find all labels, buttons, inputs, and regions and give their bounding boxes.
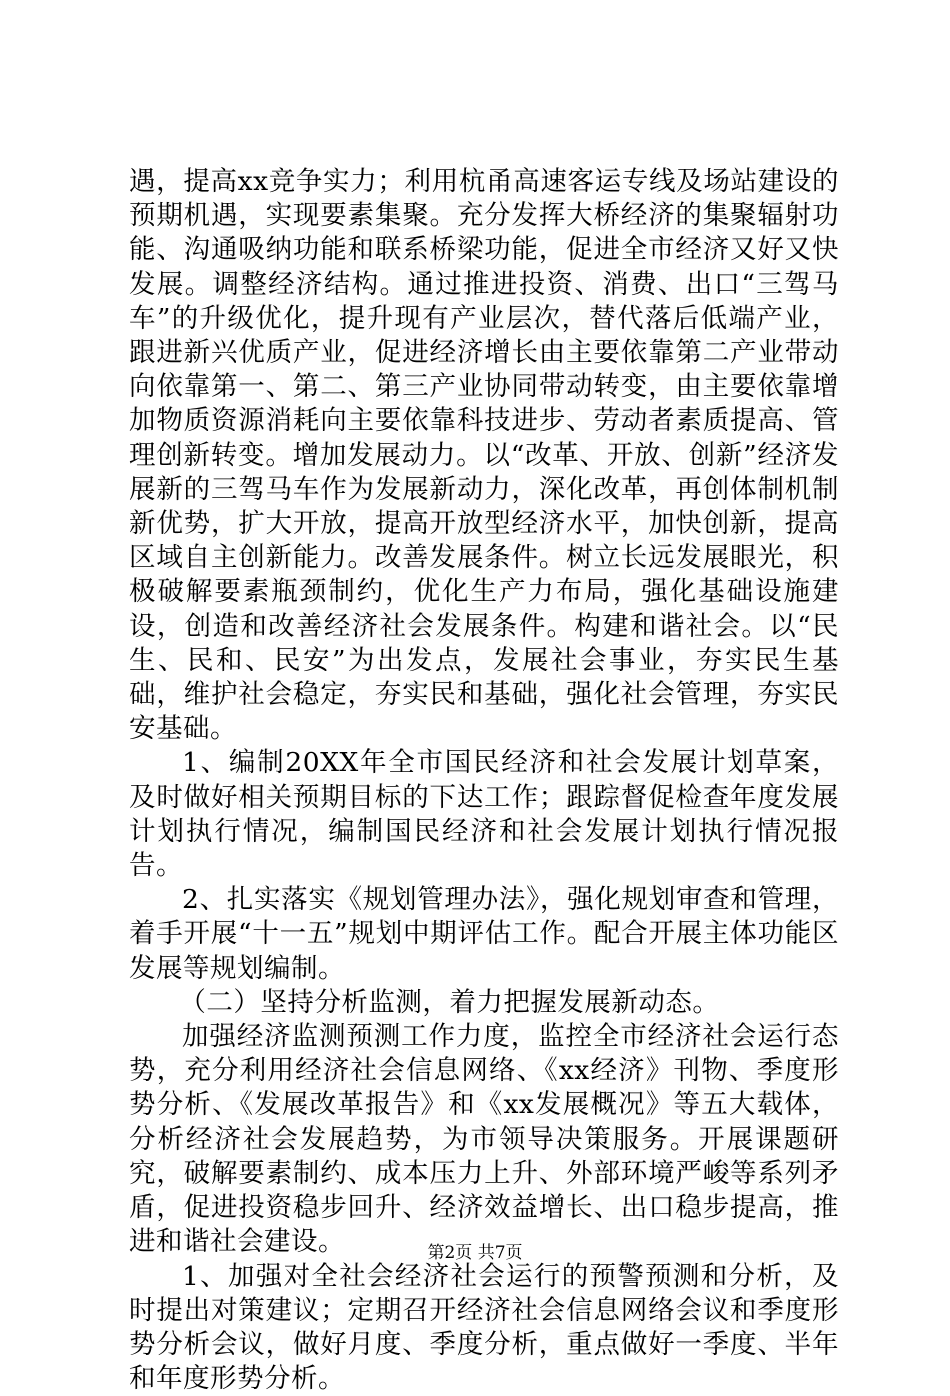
paragraph-item-1: 1、编制20XX年全市国民经济和社会发展计划草案，及时做好相关预期目标的下达工作；跟踪督促检查年度发展计划执行情况，编制国民经济和社会发展计划执行情况报告。 [129, 746, 839, 883]
paragraph-continued: 遇，提高xx竞争实力；利用杭甬高速客运专线及场站建设的预期机遇，实现要素集聚。充分发挥大桥经济的集聚辐射功能、沟通吸纳功能和联系桥梁功能，促进全市经济又好又快发展。调整经济结构。通过推进投资、消费、出口“三驾马车”的升级优化，提升现有产业层次，替代落后低端产业，跟进新兴优质产业，促进经济增长由主要依靠第二产业带动向依靠第一、第二、第三产业协同带动转变，由主要依靠增加物质资源消耗向主要依靠科技进步、劳动者素质提高、管理创新转变。增加发展动力。以“改革、开放、创新”经济发展新的三驾马车作为发展新动力，深化改革，再创体制机制新优势，扩大开放，提高开放型经济水平，加快创新，提高区域自主创新能力。改善发展条件。树立长远发展眼光，积极破解要素瓶颈制约，优化生产力布局，强化基础设施建设，创造和改善经济社会发展条件。构建和谐社会。以“民生、民和、民安”为出发点，发展社会事业，夯实民生基础，维护社会稳定，夯实民和基础，强化社会管理，夯实民安基础。 [129, 165, 839, 746]
section-heading: （二）坚持分析监测，着力把握发展新动态。 [129, 986, 839, 1020]
page-number-footer: 第2页 共7页 [0, 1243, 950, 1263]
paragraph-section-body: 加强经济监测预测工作力度，监控全市经济社会运行态势，充分利用经济社会信息网络、《xx经济》刊物、季度形势分析、《发展改革报告》和《xx发展概况》等五大载体，分析经济社会发展趋势，为市领导决策服务。开展课题研究，破解要素制约、成本压力上升、外部环境严峻等系列矛盾，促进投资稳步回升、经济效益增长、出口稳步提高，推进和谐社会建设。 [129, 1020, 839, 1259]
paragraph-item-2: 2、扎实落实《规划管理办法》，强化规划审查和管理，着手开展“十一五”规划中期评估工作。配合开展主体功能区发展等规划编制。 [129, 883, 839, 986]
paragraph-item-1b: 1、加强对全社会经济社会运行的预警预测和分析，及时提出对策建议；定期召开经济社会信息网络会议和季度形势分析会议，做好月度、季度分析，重点做好一季度、半年和年度形势分析。 [129, 1260, 839, 1396]
document-body [129, 165, 839, 1396]
